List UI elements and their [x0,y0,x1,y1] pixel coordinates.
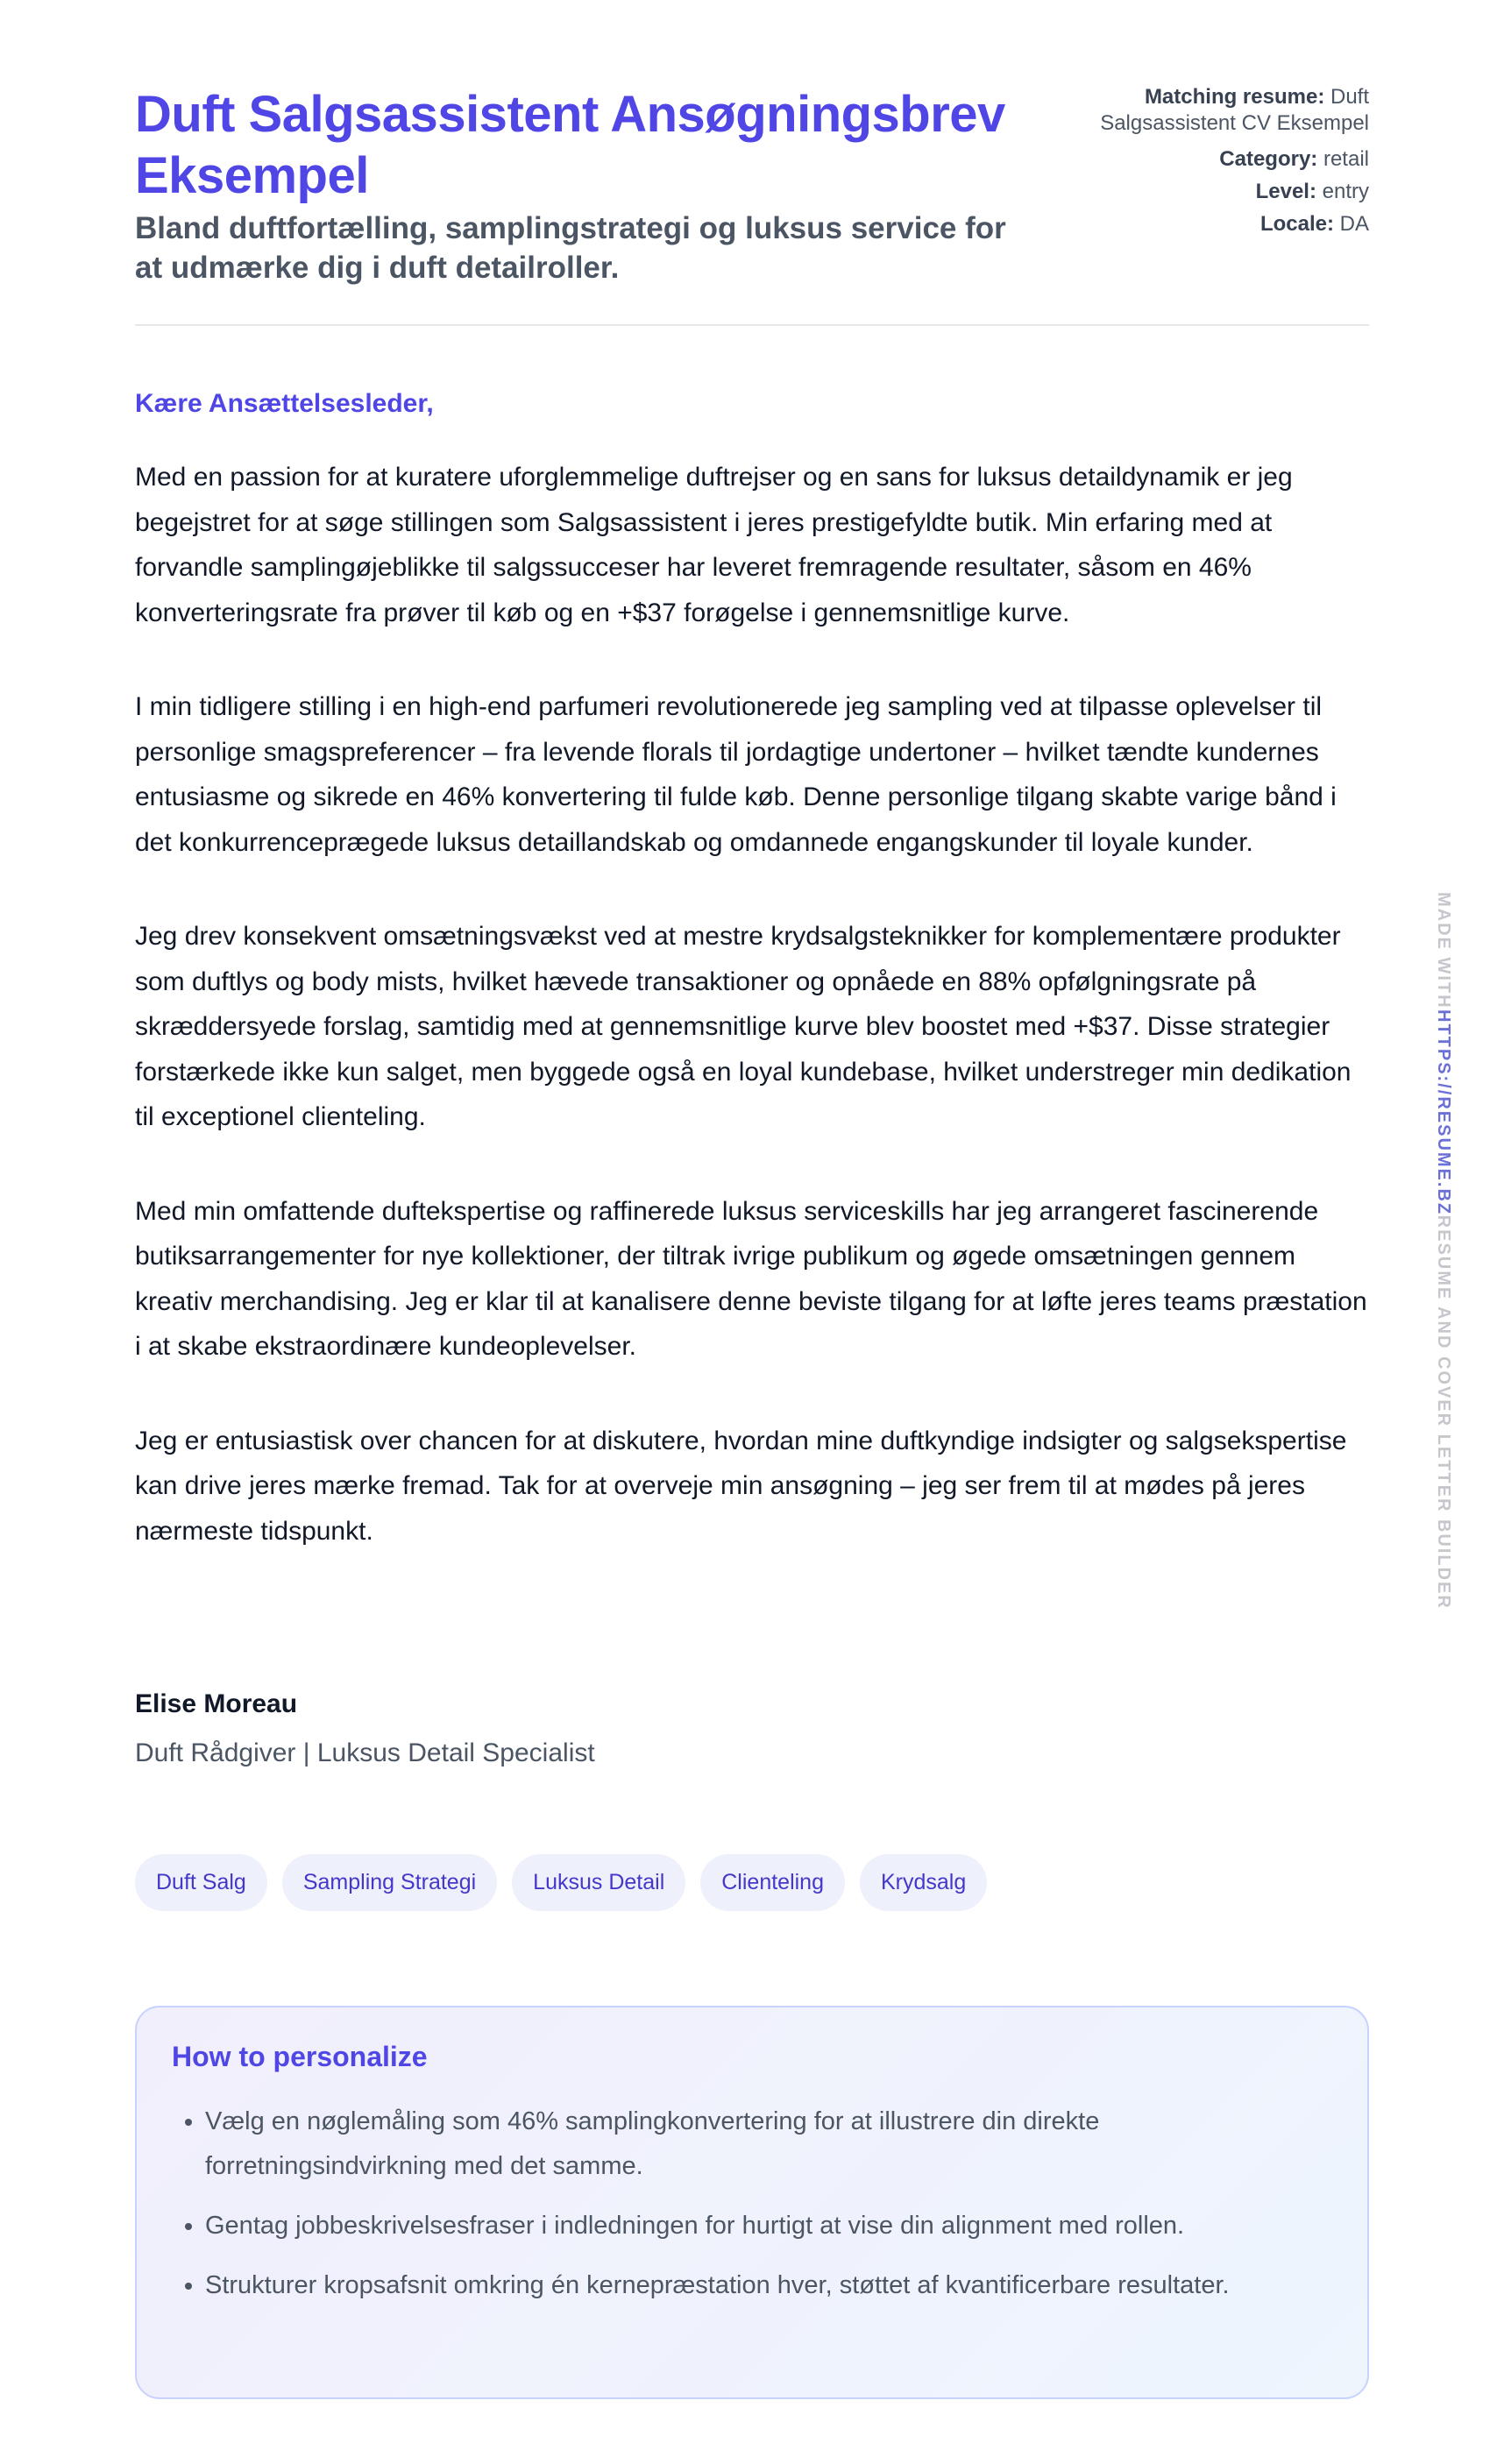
meta-locale [1054,208,1369,240]
meta-label: Matching resume: [1144,85,1325,109]
meta-value: Duft Salgsassistent CV Eksempel [1100,85,1369,135]
meta-label: Level: [1255,180,1316,203]
meta-level [1054,175,1369,208]
letter-body [135,455,1369,1603]
skill-tag: Krydsalg [860,1854,987,1911]
skill-tag: Luksus Detail [512,1854,685,1911]
paragraph: Jeg drev konsekvent omsætningsvækst ved at mestre krydsalgsteknikker for komplementære produkter som duftlys og body mists, hvilket hævede transaktioner og opnåede en 88% opfølgningsrate på skræddersyede forslag, samtidig med at gennemsnitlige kurve blev boostet med +$37. Disse strategier forstærkede ikke kun salget, men byggede også en loyal kundebase, hvilket understreger min dedikation til exceptionel clienteling. [135,922,1352,1131]
page-subtitle: Bland duftfortælling, samplingstrategi og luksus service for at udmærke dig i duft detailroller. [135,211,1006,285]
tip-item: • Vælg en nøglemåling som 46% samplingkonvertering for at illustrere din direkte forretningsindvirkning med det samme. [205,2099,1332,2189]
signature [135,1689,595,1768]
tips-title: How to personalize [172,2041,428,2072]
page-title: Duft Salgsassistent Ansøgningsbrev Eksempel [135,86,1005,204]
signature-name: Elise Moreau [135,1689,298,1718]
meta-matching-resume [1054,84,1369,137]
watermark-prefix: MADE WITH [1434,892,1453,1009]
meta-value: DA [1339,212,1369,236]
paragraph: Med min omfattende duftekspertise og raffinerede luksus serviceskills har jeg arrangeret fascinerende butiksarrangementer for nye kollektioner, der tiltrak ivrige publikum og øgede omsætningen gennem kreativ merchandising. Jeg er klar til at kanalisere denne beviste tilgang for at løfte jeres teams præstation i at skabe ekstraordinære kundeoplevelser. [135,1196,1367,1361]
watermark [1427,892,1453,1611]
personalize-tips-box [135,2006,1369,2399]
skill-tag: Sampling Strategi [282,1854,497,1911]
skill-tag: Duft Salg [135,1854,267,1911]
meta-label: Category: [1219,147,1318,171]
salutation: Kære Ansættelsesleder, [135,389,434,418]
meta-value: entry [1322,180,1369,203]
watermark-suffix: RESUME AND COVER LETTER BUILDER [1434,1214,1453,1610]
tips-list [172,2099,1332,2308]
paragraph: Jeg er entusiastisk over chancen for at diskutere, hvordan mine duftkyndige indsigter og salgsekspertise kan drive jeres mærke fremad. Tak for at overveje min ansøgning – jeg ser frem til at mødes på jeres nærmeste tidspunkt. [135,1426,1347,1546]
skill-tags [135,1854,987,1911]
paragraph: I min tidligere stilling i en high-end parfumeri revolutionerede jeg sampling ved at tilpasse oplevelser til personlige smagspreferencer – fra levende florals til jordagtige undertoner – hvilket tændte kundernes entusiasme og sikrede en 46% konvertering til fulde køb. Denne personlige tilgang skabte varige bånd i det konkurrenceprægede luksus detaillandskab og omdannede engangskunder til loyale kunder. [135,692,1337,857]
tip-item: • Gentag jobbeskrivelsesfraser i indledningen for hurtigt at vise din alignment med rollen. [205,2204,1332,2248]
tip-item: • Strukturer kropsafsnit omkring én kernepræstation hver, støttet af kvantificerbare resultater. [205,2263,1332,2308]
meta-category [1054,143,1369,175]
watermark-link[interactable]: HTTPS://RESUME.BZ [1434,1009,1453,1215]
signature-title: Duft Rådgiver | Luksus Detail Specialist [135,1738,595,1767]
meta-info [1054,84,1369,240]
meta-label: Locale: [1259,212,1334,236]
divider [135,324,1369,326]
paragraph: Med en passion for at kuratere uforglemmelige duftrejser og en sans for luksus detaildynamik er jeg begejstret for at søge stillingen som Salgsassistent i jeres prestigefyldte butik. Min erfaring med at forvandle samplingøjeblikke til salgssucceser har leveret fremragende resultater, såsom en 46% konverteringsrate fra prøver til køb og en +$37 forøgelse i gennemsnitlige kurve. [135,463,1293,627]
header [135,84,1369,325]
skill-tag: Clienteling [700,1854,845,1911]
meta-value: retail [1323,147,1369,171]
